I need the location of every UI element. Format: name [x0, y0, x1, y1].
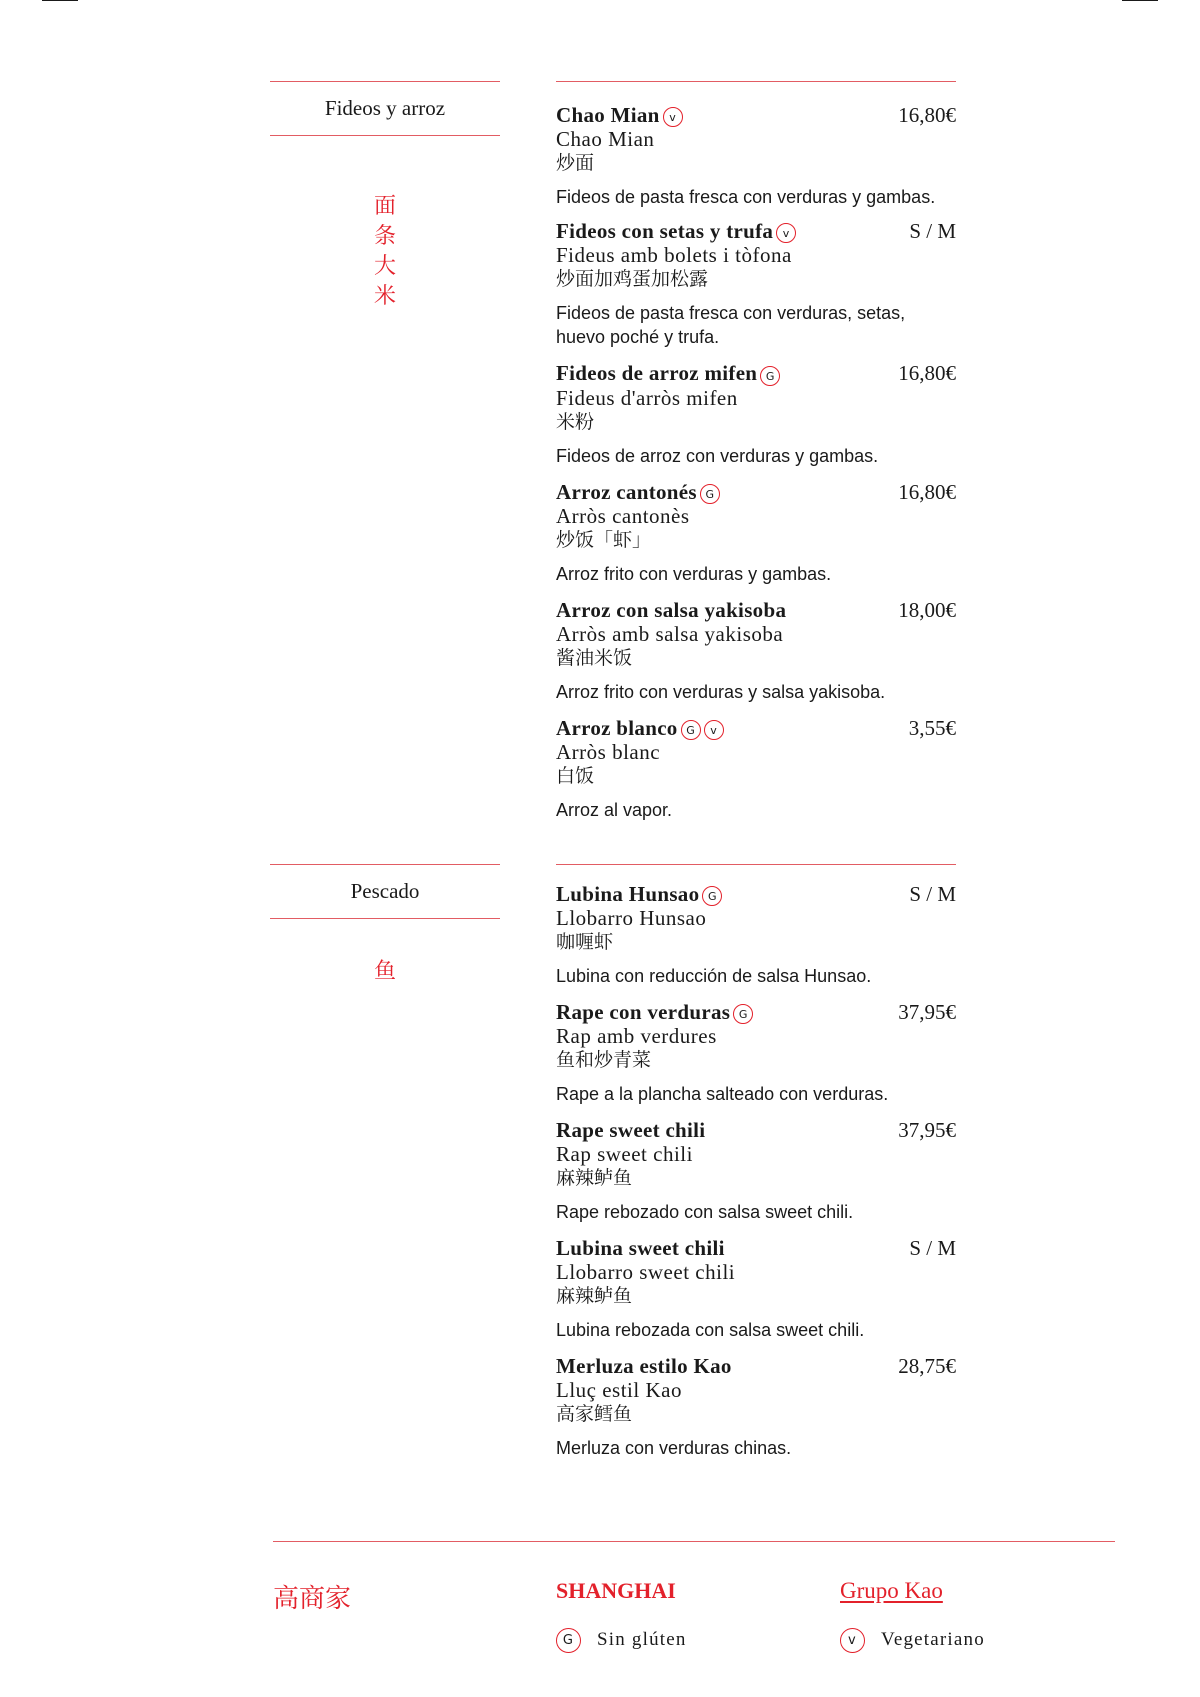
menu-item	[556, 1000, 956, 1106]
item-name-catalan: Arròs amb salsa yakisoba	[556, 621, 784, 646]
divider	[270, 918, 500, 919]
item-name-chinese: 咖喱虾	[556, 931, 614, 954]
footer-divider	[273, 1541, 1115, 1542]
section-sidebar	[270, 81, 500, 312]
item-description: Fideos de arroz con verduras y gambas.	[556, 445, 879, 466]
menu-item	[556, 1118, 956, 1224]
section-title: Pescado	[350, 879, 420, 903]
item-name: Chao Mian	[556, 103, 660, 127]
item-name: Arroz blanco	[556, 715, 678, 740]
gluten-free-badge-icon: G	[702, 886, 722, 906]
item-price: 16,80€	[898, 103, 956, 127]
gluten-free-badge-icon: G	[733, 1004, 753, 1024]
menu-item	[556, 716, 956, 822]
brand-city: SHANGHAI	[556, 1578, 676, 1603]
item-description: Lubina con reducción de salsa Hunsao.	[556, 966, 872, 987]
gluten-free-badge-icon: G	[681, 720, 701, 740]
item-price: S / M	[909, 219, 956, 244]
vegetarian-badge-icon: v	[663, 107, 683, 127]
item-name-chinese: 炒面	[556, 152, 595, 175]
menu-item	[556, 598, 956, 704]
item-name: Rape sweet chili	[556, 1118, 706, 1143]
item-name: Fideos de arroz mifen	[556, 361, 758, 386]
item-name-chinese: 高家鳕鱼	[556, 1403, 633, 1426]
item-name-catalan: Lluç estil Kao	[556, 1378, 682, 1403]
item-price: 3,55€	[908, 715, 956, 740]
section-title-chinese: 面 条 大 米	[373, 194, 396, 309]
item-name: Fideos con setas y trufa	[556, 219, 774, 244]
item-name-chinese: 酱油米饭	[556, 646, 633, 669]
item-name-chinese: 米粉	[556, 410, 595, 433]
item-description: Fideos de pasta fresca con verduras, setas, huevo poché y trufa.	[556, 303, 906, 348]
gluten-free-badge-icon: G	[760, 366, 780, 386]
item-price: S / M	[909, 1236, 956, 1261]
item-name-chinese: 鱼和炒青菜	[556, 1049, 652, 1072]
item-description: Arroz al vapor.	[556, 799, 673, 820]
item-name-catalan: Llobarro sweet chili	[556, 1260, 736, 1285]
menu-item	[556, 219, 956, 349]
section-title-chinese: 鱼	[373, 959, 396, 984]
item-name-catalan: Rap amb verdures	[556, 1024, 717, 1049]
vegetarian-badge-icon: v	[776, 223, 796, 243]
item-name-chinese: 炒饭「虾」	[556, 528, 652, 551]
item-name: Rape con verduras	[556, 1000, 731, 1025]
divider	[556, 864, 956, 865]
item-price: 16,80€	[898, 361, 956, 386]
gluten-free-badge-icon: G	[556, 1628, 581, 1653]
item-price: 16,80€	[898, 479, 956, 504]
menu-items	[556, 864, 956, 1460]
item-name-catalan: Llobarro Hunsao	[556, 906, 707, 931]
item-name-chinese: 麻辣鲈鱼	[556, 1167, 633, 1190]
item-name-catalan: Rap sweet chili	[556, 1142, 693, 1167]
menu-item	[556, 882, 956, 988]
menu-items	[556, 81, 956, 822]
section-title: Fideos y arroz	[324, 96, 446, 120]
brand-chinese-name: 高商家	[273, 1584, 352, 1614]
legend-gluten-free	[556, 1628, 687, 1653]
item-price: 37,95€	[898, 1000, 956, 1025]
gluten-free-badge-icon: G	[700, 484, 720, 504]
item-description: Arroz frito con verduras y salsa yakisoba.	[556, 681, 886, 702]
item-name: Lubina sweet chili	[556, 1236, 725, 1261]
legend-vegetarian	[840, 1628, 985, 1653]
vegetarian-badge-icon: v	[840, 1628, 865, 1653]
item-price: 18,00€	[898, 597, 956, 622]
item-name-chinese: 白饭	[556, 764, 595, 787]
item-price: 37,95€	[898, 1118, 956, 1143]
menu-item	[556, 103, 956, 209]
item-name: Lubina Hunsao	[556, 882, 700, 906]
item-name-catalan: Fideus amb bolets i tòfona	[556, 243, 792, 268]
item-description: Rape a la plancha salteado con verduras.	[556, 1084, 889, 1105]
item-name-catalan: Arròs blanc	[556, 739, 661, 764]
menu-item	[556, 480, 956, 586]
section-sidebar	[270, 864, 500, 987]
menu-item	[556, 361, 956, 467]
item-description: Lubina rebozada con salsa sweet chili.	[556, 1320, 865, 1341]
vegetarian-badge-icon: v	[704, 720, 724, 740]
divider	[270, 135, 500, 136]
brand-group-link[interactable]: Grupo Kao	[840, 1578, 943, 1603]
item-name-catalan: Arròs cantonès	[556, 503, 690, 528]
item-name: Arroz cantonés	[556, 479, 697, 504]
divider	[556, 81, 956, 82]
item-description: Merluza con verduras chinas.	[556, 1438, 792, 1459]
crop-mark-right	[1122, 0, 1158, 1]
item-name-catalan: Fideus d'arròs mifen	[556, 385, 738, 410]
item-description: Rape rebozado con salsa sweet chili.	[556, 1202, 854, 1223]
item-name-chinese: 麻辣鲈鱼	[556, 1285, 633, 1308]
item-description: Arroz frito con verduras y gambas.	[556, 563, 832, 584]
item-name-chinese: 炒面加鸡蛋加松露	[556, 268, 709, 291]
item-price: S / M	[909, 882, 956, 906]
item-name: Merluza estilo Kao	[556, 1354, 732, 1379]
item-description: Fideos de pasta fresca con verduras y gambas.	[556, 187, 936, 208]
crop-mark-left	[42, 0, 78, 1]
item-name: Arroz con salsa yakisoba	[556, 597, 787, 622]
menu-item	[556, 1354, 956, 1460]
item-price: 28,75€	[898, 1354, 956, 1379]
menu-item	[556, 1236, 956, 1342]
item-name-catalan: Chao Mian	[556, 127, 655, 152]
legend-label: Vegetariano	[881, 1628, 985, 1650]
legend-label: Sin glúten	[597, 1628, 687, 1650]
